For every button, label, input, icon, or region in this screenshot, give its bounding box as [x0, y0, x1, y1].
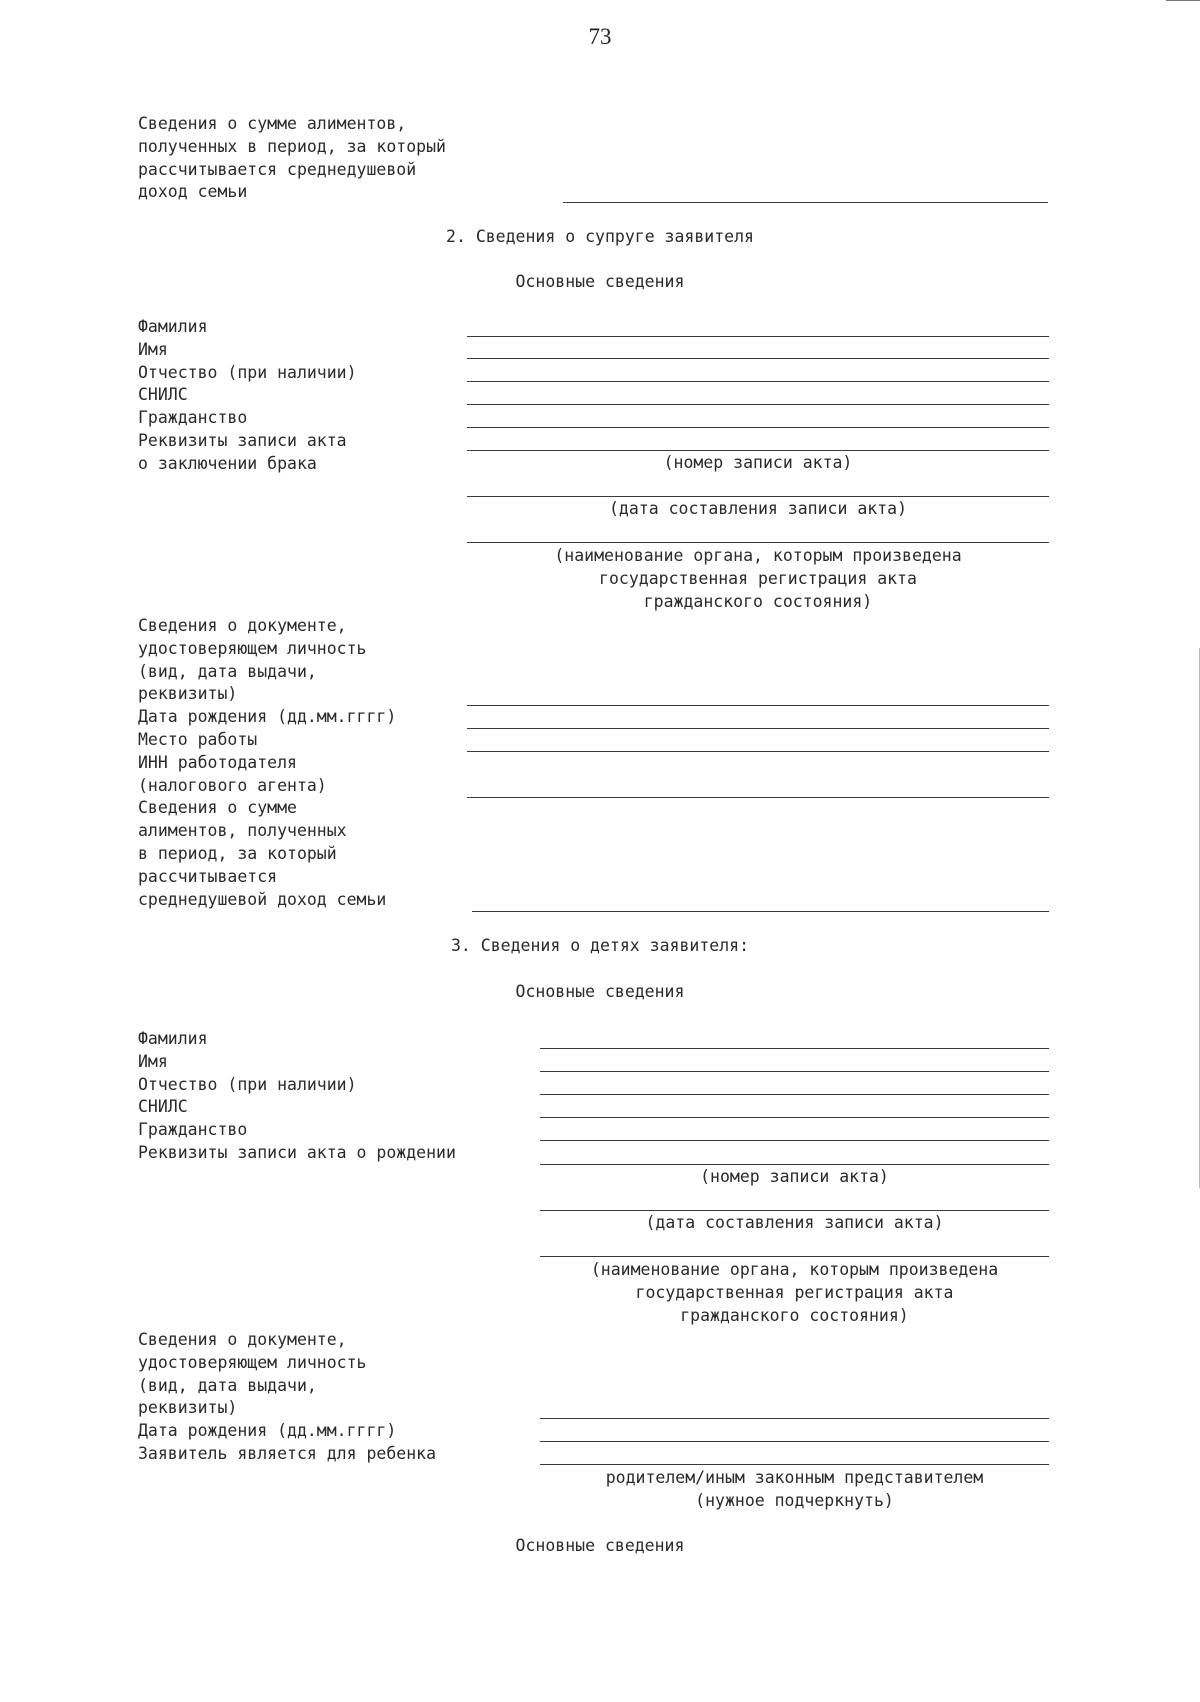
spouse-act-date-caption: (дата составления записи акта): [608, 499, 907, 518]
child-birth-date-line[interactable]: [540, 1441, 1049, 1442]
section-2-heading: 2. Сведения о супруге заявителя: [446, 227, 754, 246]
alimony-field-line[interactable]: [563, 202, 1048, 203]
spouse-registration-authority-line[interactable]: [467, 542, 1049, 543]
child-citizenship-line[interactable]: [540, 1140, 1049, 1141]
spouse-marriage-act-number-line[interactable]: [467, 450, 1049, 451]
spouse-alimony-line[interactable]: [472, 911, 1049, 912]
child-surname-line[interactable]: [540, 1048, 1049, 1049]
spouse-identity-document-line[interactable]: [467, 705, 1049, 706]
child-relation-caption: родителем/иным законным представителем (нужное подчеркнуть): [605, 1468, 984, 1510]
spouse-act-number-caption: (номер записи акта): [663, 453, 853, 472]
spouse-employer-inn-line[interactable]: [467, 797, 1049, 798]
child-fields-label: Фамилия Имя Отчество (при наличии) СНИЛС Гражданство Реквизиты записи акта о рождении: [138, 1029, 456, 1162]
child-birth-act-number-line[interactable]: [540, 1164, 1049, 1165]
spouse-snils-line[interactable]: [467, 404, 1049, 405]
child-details-label: Сведения о документе, удостоверяющем личность (вид, дата выдачи, реквизиты) Дата рождения (дд.мм.гггг) Заявитель является для ребенка: [138, 1330, 437, 1463]
footer-subheading: Основные сведения: [515, 1536, 685, 1555]
spouse-birth-date-line[interactable]: [467, 728, 1049, 729]
spouse-name-line[interactable]: [467, 358, 1049, 359]
child-act-number-caption: (номер записи акта): [700, 1167, 889, 1186]
spouse-authority-caption: (наименование органа, которым произведена государственная регистрация акта гражданского состояния): [554, 546, 962, 611]
spouse-details-label: Сведения о документе, удостоверяющем личность (вид, дата выдачи, реквизиты) Дата рождения (дд.мм.гггг) Место работы ИНН работодателя (налогового агента) Сведения о сумме алиментов, полученных в период, за который рассчитывается среднедушевой доход семьи: [138, 616, 397, 909]
child-identity-document-line[interactable]: [540, 1418, 1049, 1419]
section-3-heading: 3. Сведения о детях заявителя:: [450, 936, 749, 955]
child-name-line[interactable]: [540, 1071, 1049, 1072]
scan-edge-mark: [1166, 0, 1200, 1]
child-snils-line[interactable]: [540, 1117, 1049, 1118]
page-number: 73: [588, 24, 612, 49]
child-act-date-caption: (дата составления записи акта): [645, 1213, 944, 1232]
child-patronymic-line[interactable]: [540, 1094, 1049, 1095]
child-authority-caption: (наименование органа, которым произведена государственная регистрация акта гражданского состояния): [590, 1260, 999, 1325]
alimony-label: Сведения о сумме алиментов, полученных в период, за который рассчитывается среднедушевой доход семьи: [138, 114, 446, 202]
spouse-patronymic-line[interactable]: [467, 381, 1049, 382]
section-3-subheading: Основные сведения: [515, 982, 685, 1001]
section-2-subheading: Основные сведения: [515, 272, 685, 291]
child-applicant-relation-line[interactable]: [540, 1464, 1049, 1465]
spouse-citizenship-line[interactable]: [467, 427, 1049, 428]
child-birth-act-date-line[interactable]: [540, 1210, 1049, 1211]
child-registration-authority-line[interactable]: [540, 1256, 1049, 1257]
spouse-workplace-line[interactable]: [467, 751, 1049, 752]
spouse-surname-line[interactable]: [467, 336, 1049, 337]
spouse-fields-label: Фамилия Имя Отчество (при наличии) СНИЛС Гражданство Реквизиты записи акта о заключении брака: [138, 317, 357, 473]
spouse-marriage-act-date-line[interactable]: [467, 496, 1049, 497]
